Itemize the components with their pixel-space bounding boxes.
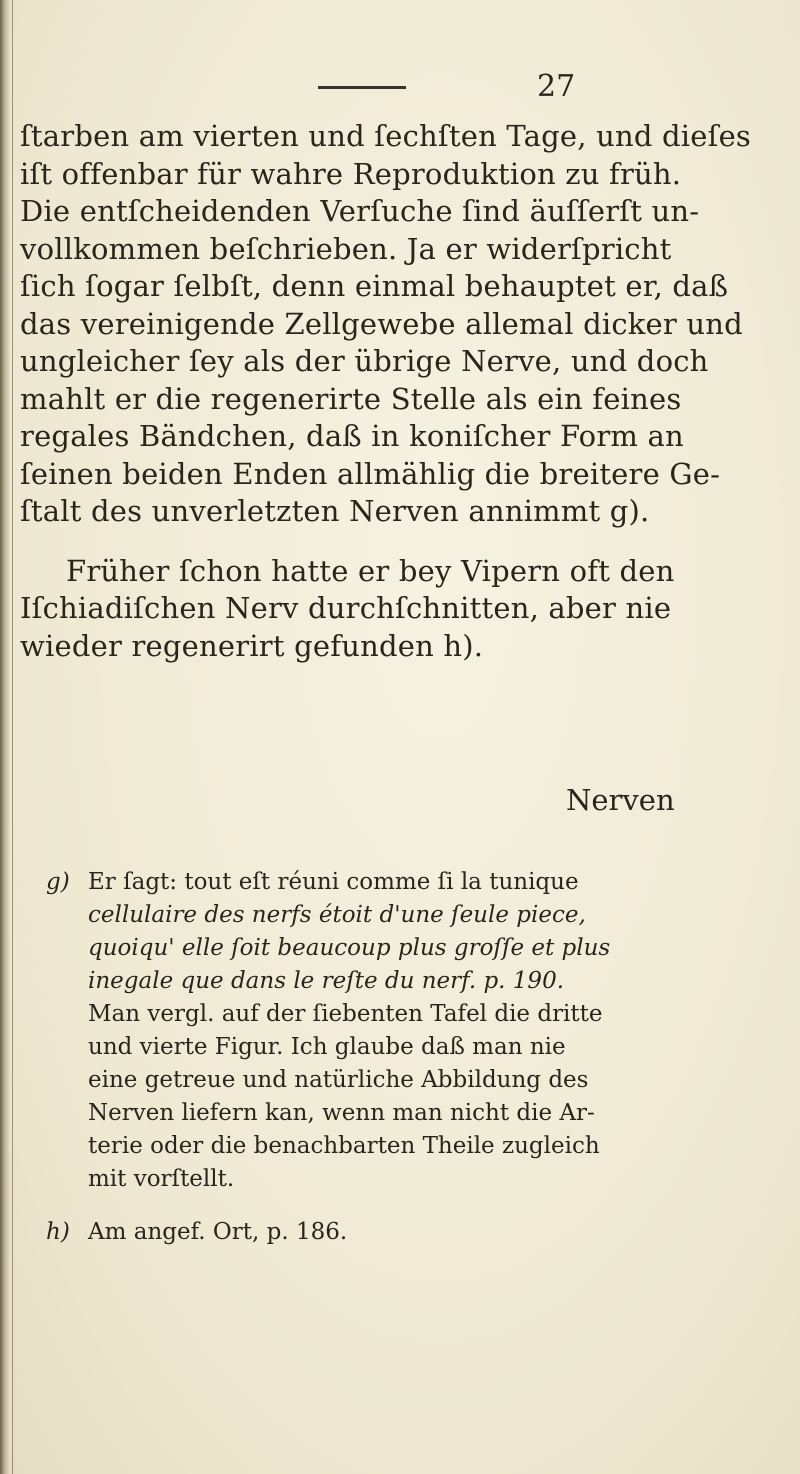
paragraph-1 (20, 118, 792, 531)
paragraph-2 (20, 553, 792, 666)
text-line: iſt offenbar für wahre Reproduktion zu früh. (20, 156, 682, 191)
footnote-line: Am angef. Ort, p. 186. (88, 1219, 348, 1245)
text-line: Früher ſchon hatte er bey Vipern oft den (66, 553, 675, 588)
text-line: ſtalt des unverletzten Nerven annimmt g). (20, 494, 650, 528)
text-line: ſeinen beiden Enden allmählig die breitere Ge- (20, 456, 721, 491)
text-line: mahlt er die regenerirte Stelle als ein feines (20, 381, 682, 416)
text-line: ſich ſogar ſelbſt, denn einmal behauptet er, daß (20, 269, 729, 303)
footnote-line: inegale que dans le reſte du nerf. p. 190. (88, 968, 565, 994)
footnotes (46, 866, 766, 1249)
footnote-line: Nerven liefern kan, wenn man nicht die Ar- (88, 1100, 595, 1126)
footnote-line: Er ſagt: tout eſt réuni comme ſi la tunique (88, 869, 579, 895)
header-rule (318, 86, 406, 89)
footnote-line: und vierte Figur. Ich glaube daß man nie (88, 1034, 566, 1060)
text-line: vollkommen beſchrieben. Ja er widerſpricht (20, 231, 672, 266)
footnote-line: Man vergl. auf der ſiebenten Tafel die dritte (88, 1001, 603, 1027)
footnote-line: eine getreue und natürliche Abbildung des (88, 1067, 589, 1093)
text-line: Die entſcheidenden Verſuche ſind äuſſerſt un- (20, 194, 700, 228)
footnote-mark: h) (46, 1219, 70, 1245)
footnote-mark: g) (46, 869, 70, 895)
footnote-line: mit vorſtellt. (88, 1166, 235, 1192)
gutter-edge-line (12, 0, 13, 1474)
text-line: Iſchiadiſchen Nerv durchſchnitten, aber nie (20, 591, 672, 625)
binding-gutter (0, 0, 10, 1474)
page-number: 27 (537, 69, 576, 104)
footnote-line: cellulaire des nerfs étoit d'une ſeule piece, (88, 902, 586, 928)
catchword: Nerven (566, 783, 675, 817)
text-line: das vereinigende Zellgewebe allemal dicker und (20, 306, 743, 341)
text-line: ſtarben am vierten und ſechſten Tage, und dieſes (20, 119, 752, 153)
text-line: wieder regenerirt gefunden h). (20, 628, 484, 663)
footnote-g (46, 866, 766, 1196)
footnote-line: quoiqu' elle ſoit beaucoup plus groſſe et plus (88, 935, 611, 961)
footnote-h (46, 1216, 766, 1249)
text-line: ungleicher ſey als der übrige Nerve, und doch (20, 344, 709, 378)
footnote-line: terie oder die benachbarten Theile zugleich (88, 1133, 600, 1159)
main-text (20, 118, 792, 665)
text-line: regales Bändchen, daß in koniſcher Form an (20, 419, 684, 453)
